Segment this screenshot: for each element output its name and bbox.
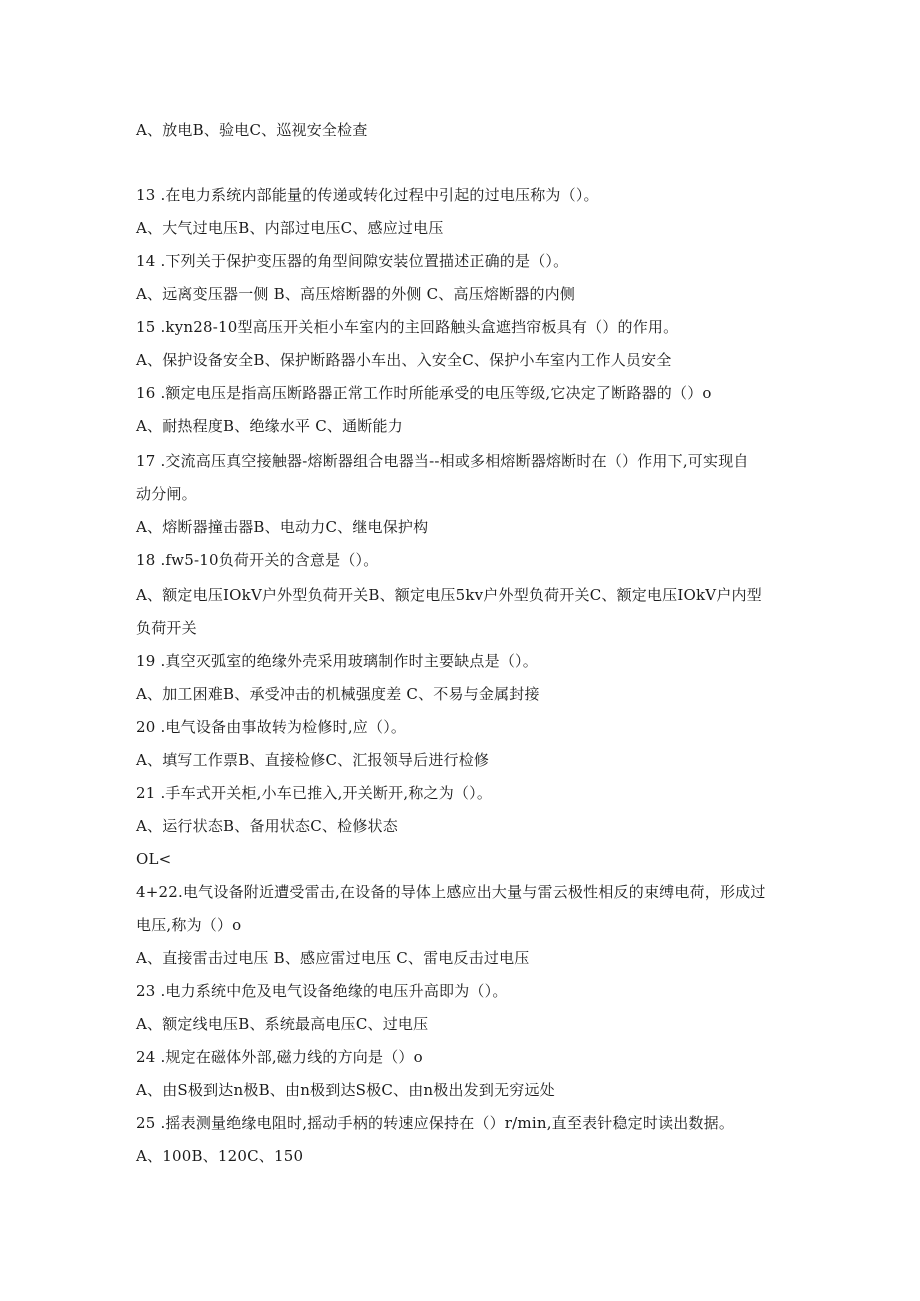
question-18: 18 .fw5-10负荷开关的含意是（）。 [136, 551, 379, 569]
answer-options-24: A、由S极到达n极B、由n极到达S极C、由n极出发到无穷远处 [136, 1081, 555, 1099]
answer-options-25: A、100B、120C、150 [136, 1147, 304, 1165]
answer-options-18: A、额定电压IOkV户外型负荷开关B、额定电压5kv户外型负荷开关C、额定电压IOkV户内型 [136, 586, 762, 604]
question-14: 14 .下列关于保护变压器的角型间隙安装位置描述正确的是（）。 [136, 252, 569, 270]
question-24: 24 .规定在磁体外部,磁力线的方向是（）o [136, 1048, 423, 1066]
question-15: 15 .kyn28-10型高压开关柜小车室内的主回路触头盒遮挡帘板具有（）的作用。 [136, 318, 679, 336]
question-22-continued: 电压,称为（）o [136, 916, 242, 934]
answer-options-12: A、放电B、验电C、巡视安全检查 [136, 121, 368, 139]
question-23: 23 .电力系统中危及电气设备绝缘的电压升高即为（）。 [136, 982, 508, 1000]
answer-options-15: A、保护设备安全B、保护断路器小车出、入安全C、保护小车室内工作人员安全 [136, 351, 672, 369]
question-25: 25 .摇表测量绝缘电阻时,摇动手柄的转速应保持在（）r/min,直至表针稳定时读出数据。 [136, 1114, 735, 1132]
answer-options-23: A、额定线电压B、系统最高电压C、过电压 [136, 1015, 429, 1033]
answer-options-19: A、加工困难B、承受冲击的机械强度差 C、不易与金属封接 [136, 685, 540, 703]
question-17: 17 .交流高压真空接触器-熔断器组合电器当--相或多相熔断器熔断时在（）作用下,可实现自 [136, 452, 749, 470]
question-17-continued: 动分闸。 [136, 485, 197, 503]
stray-mark: OL< [136, 850, 172, 868]
question-19: 19 .真空灭弧室的绝缘外壳采用玻璃制作时主要缺点是（）。 [136, 652, 538, 670]
answer-options-22: A、直接雷击过电压 B、感应雷过电压 C、雷电反击过电压 [136, 949, 530, 967]
question-21: 21 .手车式开关柜,小车已推入,开关断开,称之为（）。 [136, 784, 493, 802]
question-13: 13 .在电力系统内部能量的传递或转化过程中引起的过电压称为（）。 [136, 186, 599, 204]
question-20: 20 .电气设备由事故转为检修时,应（）。 [136, 718, 407, 736]
answer-options-13: A、大气过电压B、内部过电压C、感应过电压 [136, 219, 444, 237]
answer-options-16: A、耐热程度B、绝缘水平 C、通断能力 [136, 417, 403, 435]
answer-options-17: A、熔断器撞击器B、电动力C、继电保护构 [136, 518, 429, 536]
answer-options-18-continued: 负荷开关 [136, 619, 197, 637]
answer-options-20: A、填写工作票B、直接检修C、汇报领导后进行检修 [136, 751, 490, 769]
question-16: 16 .额定电压是指高压断路器正常工作时所能承受的电压等级,它决定了断路器的（）o [136, 384, 712, 402]
answer-options-21: A、运行状态B、备用状态C、检修状态 [136, 817, 398, 835]
answer-options-14: A、远离变压器一侧 B、高压熔断器的外侧 C、高压熔断器的内侧 [136, 285, 576, 303]
question-22: 4+22.电气设备附近遭受雷击,在设备的导体上感应出大量与雷云极性相反的束缚电荷，形成过 [136, 883, 766, 901]
